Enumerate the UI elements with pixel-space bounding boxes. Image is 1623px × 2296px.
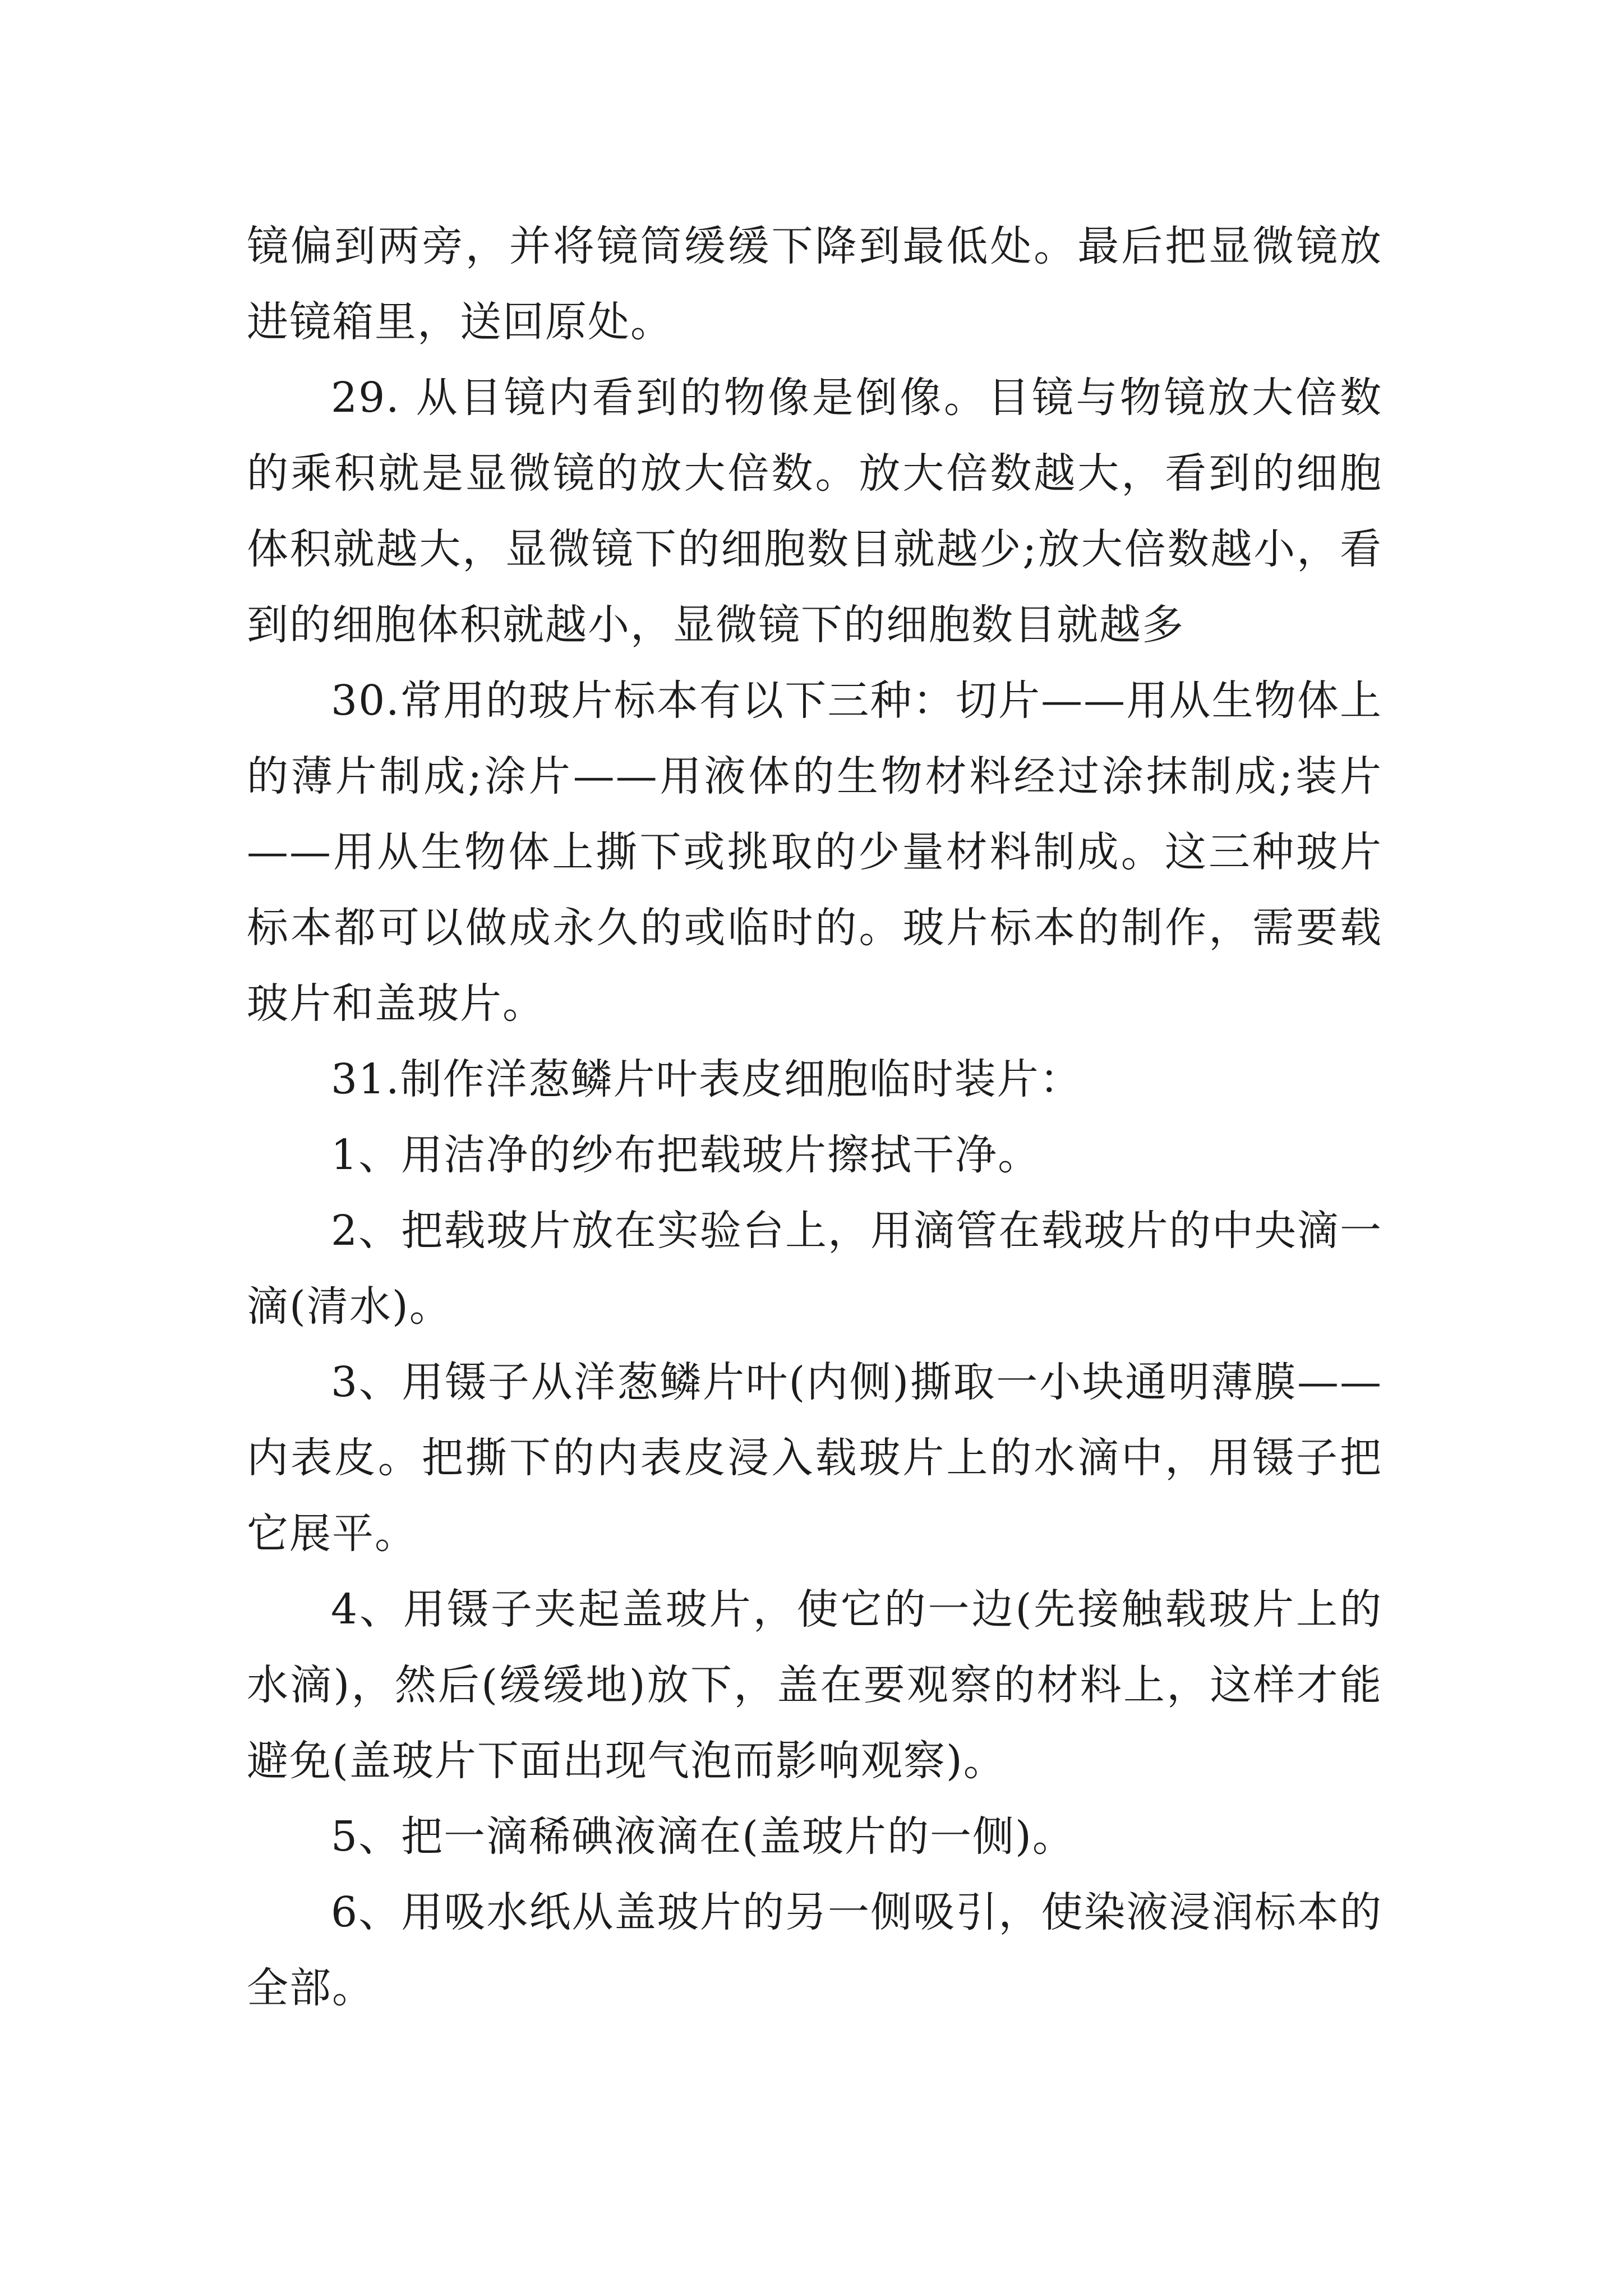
paragraph-29-magnification: 29. 从目镜内看到的物像是倒像。目镜与物镜放大倍数的乘积就是显微镜的放大倍数。放大倍数越大，看到的细胞体积就越大，显微镜下的细胞数目就越少;放大倍数越小，看到的细胞体积就越小，显微镜下的细胞数目就越多 bbox=[247, 374, 1382, 649]
paragraph-31-heading: 31.制作洋葱鳞片叶表皮细胞临时装片： bbox=[331, 1055, 1082, 1103]
paragraph-microscope-storage: 镜偏到两旁，并将镜筒缓缓下降到最低处。最后把显微镜放进镜箱里，送回原处。 bbox=[247, 222, 1382, 346]
step-3: 3、用镊子从洋葱鳞片叶(内侧)撕取一小块通明薄膜——内表皮。把撕下的内表皮浸入载玻片上的水滴中，用镊子把它展平。 bbox=[247, 1358, 1382, 1558]
step-6: 6、用吸水纸从盖玻片的另一侧吸引，使染液浸润标本的全部。 bbox=[247, 1888, 1382, 2012]
step-5: 5、把一滴稀碘液滴在(盖玻片的一侧)。 bbox=[331, 1812, 1075, 1861]
document-body bbox=[247, 209, 1382, 2026]
step-1: 1、用洁净的纱布把载玻片擦拭干净。 bbox=[331, 1131, 1041, 1179]
paragraph-30-slide-types: 30.常用的玻片标本有以下三种：切片——用从生物体上的薄片制成;涂片——用液体的生物材料经过涂抹制成;装片——用从生物体上撕下或挑取的少量材料制成。这三种玻片标本都可以做成永久的或临时的。玻片标本的制作，需要载玻片和盖玻片。 bbox=[247, 677, 1382, 1028]
step-2: 2、把载玻片放在实验台上，用滴管在载玻片的中央滴一滴(清水)。 bbox=[247, 1207, 1382, 1331]
step-4: 4、用镊子夹起盖玻片，使它的一边(先接触载玻片上的水滴)，然后(缓缓地)放下，盖在要观察的材料上，这样才能避免(盖玻片下面出现气泡而影响观察)。 bbox=[247, 1585, 1382, 1785]
